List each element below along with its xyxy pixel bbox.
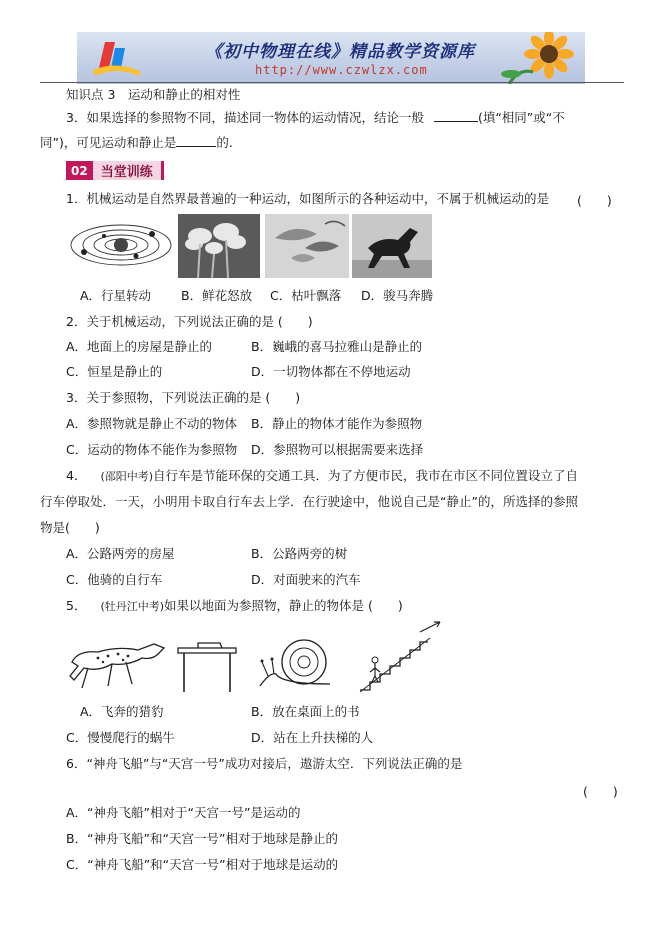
- header-divider: [40, 82, 624, 83]
- q4-line1: [66, 468, 578, 485]
- q1-option-d: D．骏马奔腾: [361, 288, 434, 303]
- banner-url-text: http://www.czwlzx.com: [255, 63, 428, 77]
- fill-blank: [434, 110, 478, 122]
- q6-stem: 6．“神舟飞船”与“天宫一号”成功对接后，遨游太空．下列说法正确的是: [66, 756, 463, 771]
- banner-brand-text: 《初中物理在线》精品教学资源库: [205, 42, 475, 62]
- q1-stem: 1．机械运动是自然界最普遍的一种运动，如图所示的各种运动中，不属于机械运动的是: [66, 191, 549, 206]
- q4-line3: 物是( ): [40, 520, 100, 535]
- q5-stem: 如果以地面为参照物，静止的物体是 ( ): [164, 598, 403, 613]
- q5-source: (牡丹江中考): [100, 600, 165, 613]
- knowledge-heading: 知识点 3 运动和静止的相对性: [66, 87, 241, 102]
- q4-text-1: 自行车是节能环保的交通工具．为了方便市民，我市在市区不同位置设立了自: [153, 468, 579, 483]
- planet-orbit-image: [66, 214, 172, 280]
- q2-stem: 2．关于机械运动，下列说法正确的是 ( ): [66, 314, 313, 329]
- escalator-person-image: [356, 620, 446, 694]
- q4-option-b: B．公路两旁的树: [251, 546, 348, 561]
- q1-option-c: C．枯叶飘落: [270, 288, 342, 303]
- q5-option-b: B．放在桌面上的书: [251, 704, 360, 719]
- q4-option-d: D．对面驶来的汽车: [251, 572, 361, 587]
- q3-stem: 3．关于参照物，下列说法正确的是 ( ): [66, 390, 301, 405]
- q5-line: [66, 598, 403, 615]
- q6-answer-paren: ( ): [583, 784, 618, 799]
- kp-question-3-line1: [66, 110, 565, 126]
- q6-option-a: A．“神舟飞船”相对于“天宫一号”是运动的: [66, 805, 301, 820]
- section-header: [66, 161, 164, 180]
- fill-blank: [176, 135, 216, 147]
- q5-option-d: D．站在上升扶梯的人: [251, 730, 374, 745]
- q4-number: 4．: [66, 468, 87, 483]
- galloping-horse-image: [352, 214, 432, 278]
- cheetah-image: [68, 632, 168, 692]
- q6-option-b: B．“神舟飞船”和“天宫一号”相对于地球是静止的: [66, 831, 338, 846]
- section-title: 当堂训练: [93, 161, 164, 180]
- q4-source: (邵阳中考): [100, 470, 154, 483]
- sunflower-icon: [489, 32, 581, 84]
- header-banner: [77, 32, 585, 84]
- q5-number: 5．: [66, 598, 87, 613]
- q6-option-c: C．“神舟飞船”和“天宫一号”相对于地球是运动的: [66, 857, 339, 872]
- q4-option-c: C．他骑的自行车: [66, 572, 163, 587]
- kp-q3-text-a: 3．如果选择的参照物不同，描述同一物体的运动情况，结论一般: [66, 110, 424, 125]
- q2-option-b: B．巍峨的喜马拉雅山是静止的: [251, 339, 423, 354]
- kp-q3-text-c: 同”)，可见运动和静止是: [40, 135, 177, 150]
- q3-option-d: D．参照物可以根据需要来选择: [251, 442, 424, 457]
- kp-q3-text-b: (填“相同”或“不: [477, 110, 565, 125]
- q3-option-a: A．参照物就是静止不动的物体: [66, 416, 238, 431]
- q1-option-b: B．鲜花怒放: [181, 288, 253, 303]
- q5-option-c: C．慢慢爬行的蜗牛: [66, 730, 175, 745]
- book-on-table-image: [176, 638, 238, 694]
- kp-question-3-line2: [40, 135, 233, 151]
- kp-q3-text-d: 的.: [216, 135, 233, 150]
- q2-option-c: C．恒星是静止的: [66, 364, 163, 379]
- q4-line2: 行车停取处．一天，小明用卡取自行车去上学．在行驶途中，他说自己是“静止”的，所选择的参照: [40, 494, 578, 509]
- snail-image: [256, 634, 336, 694]
- q2-option-d: D．一切物体都在不停地运动: [251, 364, 411, 379]
- q3-option-c: C．运动的物体不能作为参照物: [66, 442, 238, 457]
- q4-option-a: A．公路两旁的房屋: [66, 546, 175, 561]
- falling-leaves-image: [265, 214, 349, 278]
- site-logo-icon: [91, 38, 143, 80]
- q2-option-a: A．地面上的房屋是静止的: [66, 339, 213, 354]
- q3-option-b: B．静止的物体才能作为参照物: [251, 416, 423, 431]
- q1-answer-paren: ( ): [577, 193, 612, 208]
- section-number: 02: [66, 161, 93, 180]
- q5-option-a: A．飞奔的猎豹: [80, 704, 164, 719]
- blooming-flowers-image: [178, 214, 260, 278]
- q1-option-a: A．行星转动: [80, 288, 152, 303]
